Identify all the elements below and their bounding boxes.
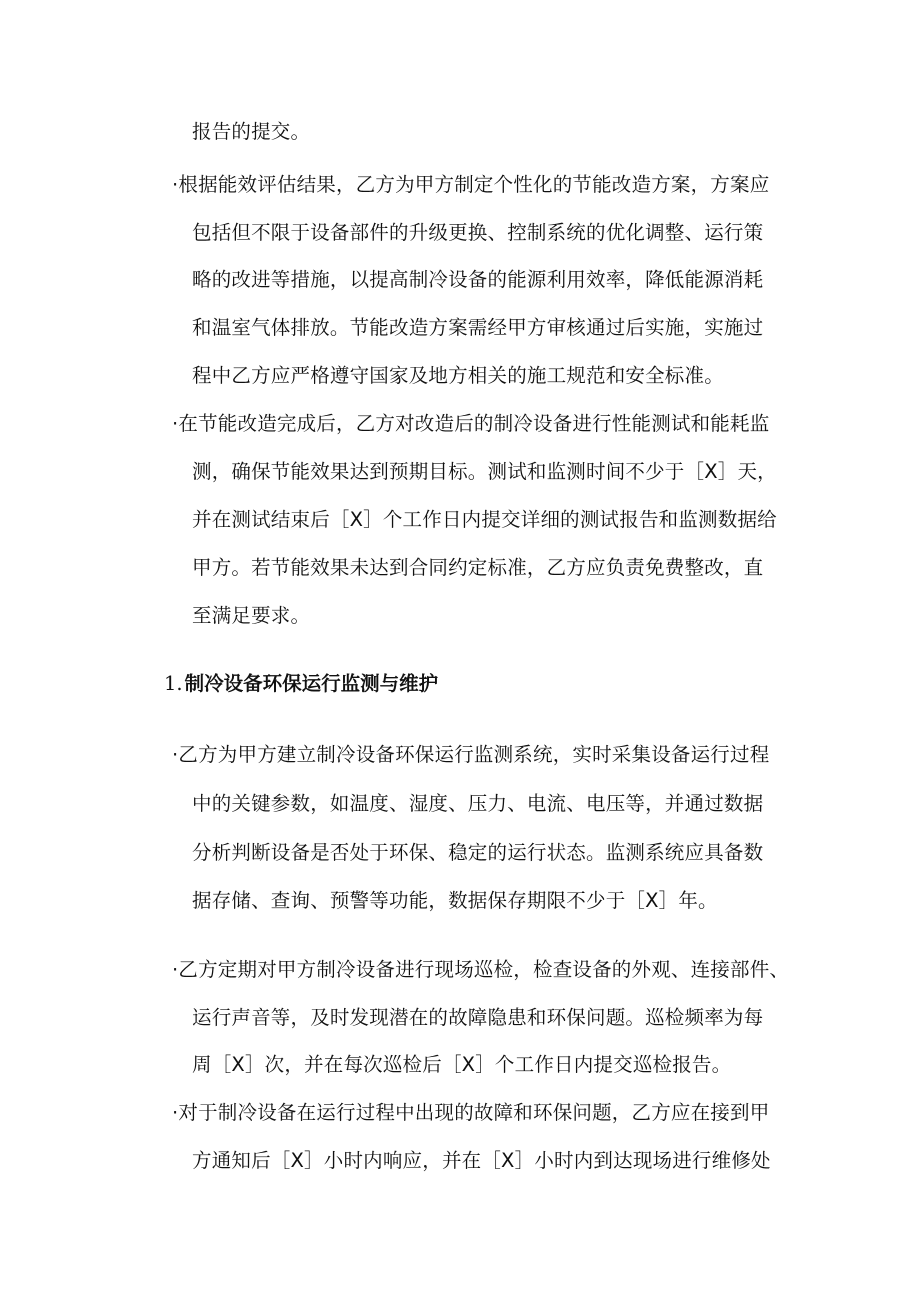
text-line: ·在节能改造完成后，乙方对改造后的制冷设备进行性能测试和能耗监 <box>172 412 770 435</box>
text-line: 分析判断设备是否处于环保、稳定的运行状态。监测系统应具备数 <box>192 841 764 864</box>
text-line: 略的改进等措施，以提高制冷设备的能源利用效率，降低能源消耗 <box>192 268 764 291</box>
text-line: ·乙方定期对甲方制冷设备进行现场巡检，检查设备的外观、连接部件、 <box>172 958 790 981</box>
text-line: 甲方。若节能效果未达到合同约定标准，乙方应负责免费整改，直 <box>192 556 764 579</box>
text-line: 和温室气体排放。节能改造方案需经甲方审核通过后实施，实施过 <box>192 316 764 339</box>
text-line: 方通知后［X］小时内响应，并在［X］小时内到达现场进行维修处 <box>192 1149 771 1172</box>
text-line: 运行声音等，及时发现潜在的故障隐患和环保问题。巡检频率为每 <box>192 1006 764 1029</box>
text-line: ·乙方为甲方建立制冷设备环保运行监测系统，实时采集设备运行过程 <box>172 743 770 766</box>
section-heading <box>164 669 438 699</box>
text-line: 包括但不限于设备部件的升级更换、控制系统的优化调整、运行策 <box>192 221 764 244</box>
text-line: 至满足要求。 <box>192 604 311 627</box>
text-line: 报告的提交。 <box>192 120 311 143</box>
text-line: ·根据能效评估结果，乙方为甲方制定个性化的节能改造方案，方案应 <box>172 173 770 196</box>
section-title: 制冷设备环保运行监测与维护 <box>184 672 439 695</box>
text-line: 并在测试结束后［X］个工作日内提交详细的测试报告和监测数据给 <box>192 508 777 531</box>
text-line: 中的关键参数，如温度、湿度、压力、电流、电压等，并通过数据 <box>192 792 764 815</box>
section-number: 1. <box>164 672 183 695</box>
text-line: 周［X］次，并在每次巡检后［X］个工作日内提交巡检报告。 <box>192 1053 732 1076</box>
text-line: 程中乙方应严格遵守国家及地方相关的施工规范和安全标准。 <box>192 364 724 387</box>
text-line: 测，确保节能效果达到预期目标。测试和监测时间不少于［X］天， <box>192 460 777 483</box>
text-line: 据存储、查询、预警等功能，数据保存期限不少于［X］年。 <box>192 889 718 912</box>
text-line: ·对于制冷设备在运行过程中出现的故障和环保问题，乙方应在接到甲 <box>172 1101 770 1124</box>
